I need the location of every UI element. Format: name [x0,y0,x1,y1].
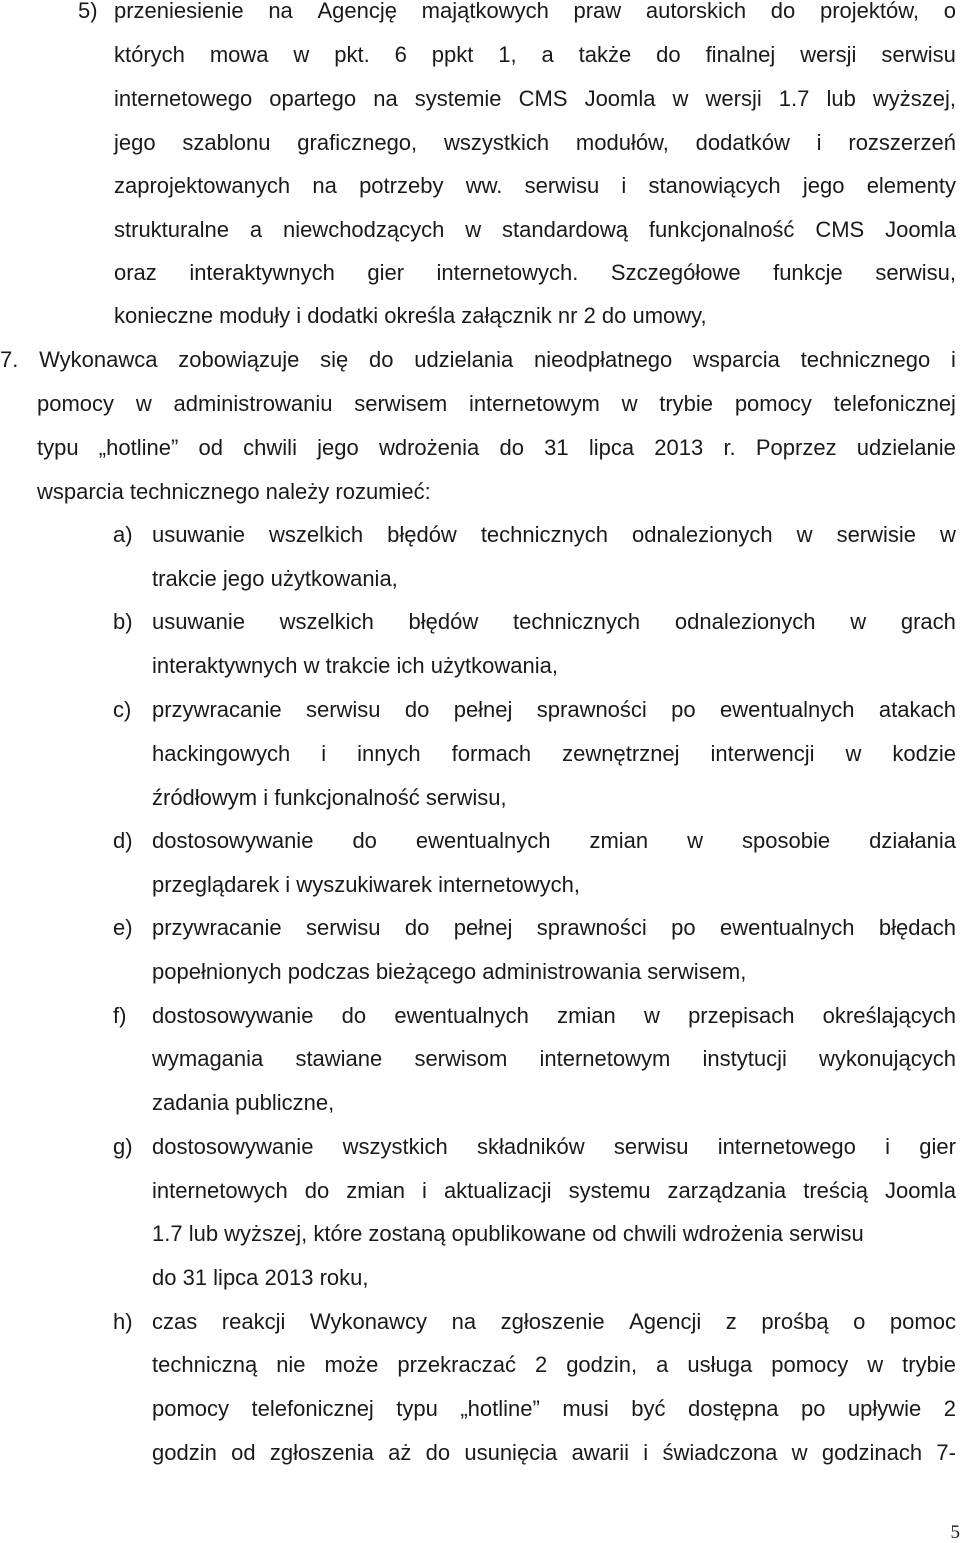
text-line: hackingowych i innych formach zewnętrznej interwencji w kodzie [152,741,956,766]
text-line: pomocy telefonicznej typu „hotline” musi być dostępna po upływie 2 [152,1396,956,1421]
subitem-label: h) [113,1309,133,1334]
text-line: godzin od zgłoszenia aż do usunięcia awarii i świadczona w godzinach 7- [152,1440,956,1465]
text-line: przeniesienie na Agencję majątkowych praw autorskich do projektów, o [114,0,956,23]
text-line: dostosowywanie wszystkich składników serwisu internetowego i gier [152,1134,956,1159]
text-line: przywracanie serwisu do pełnej sprawności po ewentualnych atakach [152,697,956,722]
text-line: interaktywnych w trakcie ich użytkowania, [152,653,558,678]
subitem-label: b) [113,609,133,634]
page-number: 5 [950,1522,960,1543]
subitem-label: g) [113,1134,133,1159]
text-line: konieczne moduły i dodatki określa załącznik nr 2 do umowy, [114,303,707,328]
text-line: przeglądarek i wyszukiwarek internetowych, [152,872,580,897]
text-line: dostosowywanie do ewentualnych zmian w przepisach określających [152,1003,956,1028]
subitem-label: e) [113,915,133,940]
text-line: internetowego opartego na systemie CMS Joomla w wersji 1.7 lub wyższej, [114,86,956,111]
text-line: przywracanie serwisu do pełnej sprawności po ewentualnych błędach [152,915,956,940]
text-line: strukturalne a niewchodzących w standardową funkcjonalność CMS Joomla [114,217,956,242]
text-line: zadania publiczne, [152,1090,335,1115]
text-line: 7. Wykonawca zobowiązuje się do udzielania nieodpłatnego wsparcia technicznego i [0,347,956,372]
text-line: 1.7 lub wyższej, które zostaną opublikowane od chwili wdrożenia serwisu [152,1221,864,1246]
text-line: źródłowym i funkcjonalność serwisu, [152,785,507,810]
text-line: usuwanie wszelkich błędów technicznych odnalezionych w grach [152,609,956,634]
subitem-label: f) [113,1003,127,1028]
text-line: wsparcia technicznego należy rozumieć: [37,479,431,504]
subitem-label: a) [113,522,133,547]
subitem-label: d) [113,828,133,853]
text-line: popełnionych podczas bieżącego administrowania serwisem, [152,959,747,984]
text-line: do 31 lipca 2013 roku, [152,1265,369,1290]
text-line: usuwanie wszelkich błędów technicznych odnalezionych w serwisie w [152,522,956,547]
text-line: techniczną nie może przekraczać 2 godzin, a usługa pomocy w trybie [152,1352,956,1377]
text-line: dostosowywanie do ewentualnych zmian w sposobie działania [152,828,956,853]
text-line: czas reakcji Wykonawcy na zgłoszenie Agencji z prośbą o pomoc [152,1309,956,1334]
text-line: wymagania stawiane serwisom internetowym instytucji wykonujących [152,1046,956,1071]
text-line: internetowych do zmian i aktualizacji systemu zarządzania treścią Joomla [152,1178,956,1203]
text-line: typu „hotline” od chwili jego wdrożenia do 31 lipca 2013 r. Poprzez udzielanie [37,435,956,460]
item-5-label: 5) [78,0,98,23]
text-line: trakcie jego użytkowania, [152,566,398,591]
text-line: zaprojektowanych na potrzeby ww. serwisu i stanowiących jego elementy [114,173,956,198]
text-line: jego szablonu graficznego, wszystkich modułów, dodatków i rozszerzeń [114,130,956,155]
text-line: których mowa w pkt. 6 ppkt 1, a także do finalnej wersji serwisu [114,42,956,67]
subitem-label: c) [113,697,132,722]
text-line: pomocy w administrowaniu serwisem internetowym w trybie pomocy telefonicznej [37,391,956,416]
text-line: oraz interaktywnych gier internetowych. Szczegółowe funkcje serwisu, [114,260,956,285]
